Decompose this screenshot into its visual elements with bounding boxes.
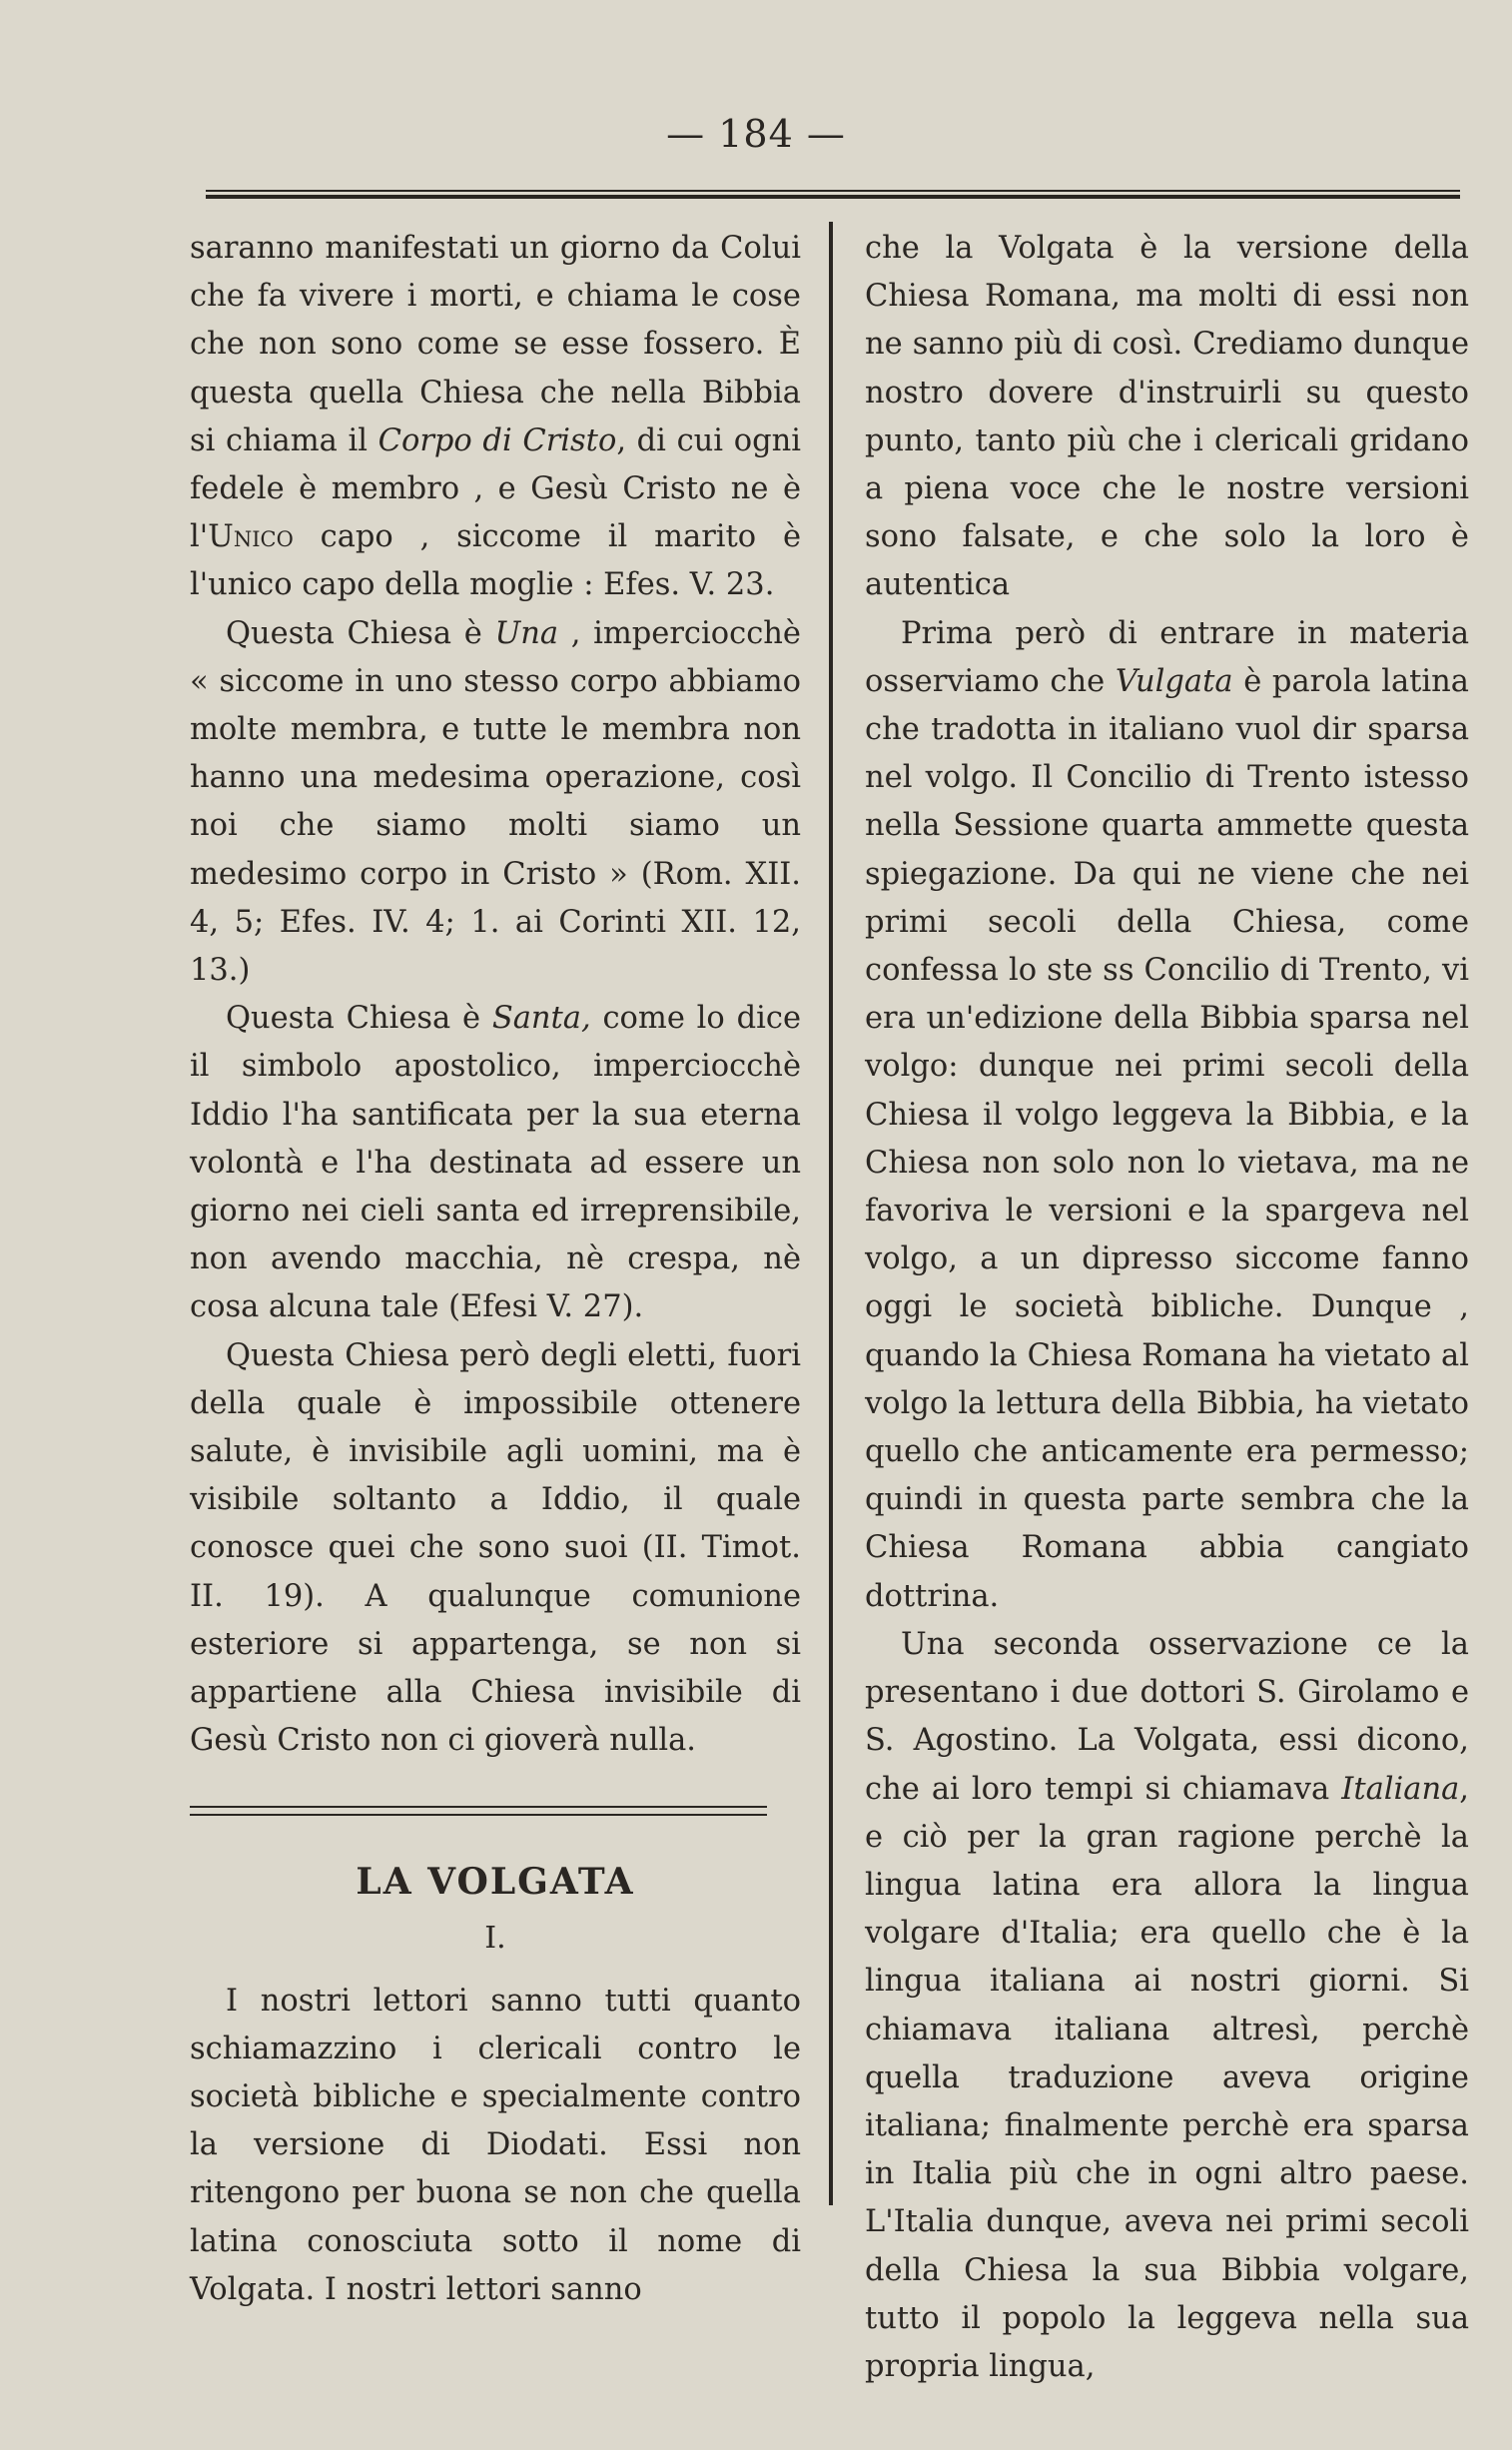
text: Questa Chiesa è xyxy=(226,615,495,651)
top-rule xyxy=(206,190,1460,199)
text: Prima però di entrare in materia osserviamo che xyxy=(865,615,1469,699)
text: Una seconda osservazione ce la presentano i due dottori S. Girolamo e S. Agostino. La Volgata, essi dicono, che ai loro tempi si chiamava xyxy=(865,1626,1469,1807)
small-caps-text: Unico xyxy=(208,519,294,555)
paragraph xyxy=(190,995,801,1331)
emphasis: Italiana xyxy=(1341,1771,1460,1807)
paragraph xyxy=(190,225,801,610)
column-divider xyxy=(829,222,833,2205)
page-number: — 184 — xyxy=(666,112,846,156)
paragraph: che la Volgata è la versione della Chiesa Romana, ma molti di essi non ne sanno più di così. Crediamo dunque nostro dovere d'instruirli su questo punto, tanto più che i clericali gridano a piena voce che le nostre versioni sono falsate, e che solo la loro è autentica xyxy=(865,231,1469,603)
paragraph: Questa Chiesa però degli eletti, fuori della quale è impossibile ottenere salute, è invisibile agli uomini, ma è visibile soltanto a Iddio, il quale conosce quei che sono suoi (II. Timot. II. 19). A qualunque comunione esteriore si appartenga, se non si appartiene alla Chiesa invisibile di Gesù Cristo non ci gioverà nulla. xyxy=(190,1337,801,1759)
paragraph xyxy=(865,1621,1469,2391)
text: capo , siccome il marito è l'unico capo della moglie : Efes. V. 23. xyxy=(190,519,801,603)
left-column xyxy=(190,225,801,2314)
text: , di cui ogni fedele è membro , e Gesù Cristo ne è l' xyxy=(190,422,801,555)
right-column xyxy=(865,225,1469,2391)
text: come lo dice il simbolo apostolico, imperciocchè Iddio l'ha santificata per la sua eterna volontà e l'ha destinata ad essere un giorno nei cieli santa ed irreprensibile, non avendo macchia, nè crespa, nè cosa alcuna tale (Efesi V. 27). xyxy=(190,1001,801,1325)
text: saranno manifestati un giorno da Colui che fa vivere i morti, e chiama le cose che non sono come se esse fossero. È questa quella Chiesa che nella Bibbia si chiama il xyxy=(190,231,801,458)
text: è parola latina che tradotta in italiano vuol dir sparsa nel volgo. Il Concilio di Trento istesso nella Sessione quarta ammette questa spiegazione. Da qui ne viene che nei primi secoli della Chiesa, come confessa lo ste ss Concilio di Trento, vi era un'edizione della Bibbia sparsa nel volgo: dunque nei primi secoli della Chiesa il volgo leggeva la Bibbia, e la Chiesa non solo non lo vietava, ma ne favoriva le versioni e la spargeva nel volgo, a un dipresso siccome fanno oggi le società bibliche. Dunque , quando la Chiesa Romana ha vietato al volgo la lettura della Bibbia, ha vietato quello che anticamente era permesso; quindi in questa parte sembra che la Chiesa Romana abbia cangiato dottrina. xyxy=(865,663,1469,1614)
section-title: LA VOLGATA xyxy=(356,1860,635,1903)
paragraph xyxy=(865,610,1469,1621)
emphasis: Vulgata xyxy=(1115,663,1233,699)
text: Questa Chiesa è xyxy=(226,1001,492,1037)
text: , e ciò per la gran ragione perchè la lingua latina era allora la lingua volgare d'Italia; era quello che è la lingua italiana ai nostri giorni. Si chiamava italiana altresì, perchè quella traduzione aveva origine italiana; finalmente perchè era sparsa in Italia più che in ogni altro paese. L'Italia dunque, aveva nei primi secoli della Chiesa la sua Bibbia volgare, tutto il popolo la leggeva nella sua propria lingua, xyxy=(865,1771,1469,2384)
text: , imperciocchè « siccome in uno stesso corpo abbiamo molte membra, e tutte le membra non hanno una medesima operazione, così noi che siamo molti siamo un medesimo corpo in Cristo » (Rom. XII. 4, 5; Efes. IV. 4; 1. ai Corinti XII. 12, 13.) xyxy=(190,615,801,989)
paragraph xyxy=(190,610,801,996)
paragraph: I nostri lettori sanno tutti quanto schiamazzino i clericali contro le società bibliche e specialmente contro la versione di Diodati. Essi non ritengono per buona se non che quella latina conosciuta sotto il nome di Volgata. I nostri lettori sanno xyxy=(190,1983,801,2307)
emphasis: Una xyxy=(494,615,559,651)
section-divider xyxy=(190,1806,767,1816)
emphasis: Santa, xyxy=(491,1001,591,1037)
emphasis: Corpo di Cristo xyxy=(378,422,617,458)
section-number: I. xyxy=(484,1920,506,1956)
